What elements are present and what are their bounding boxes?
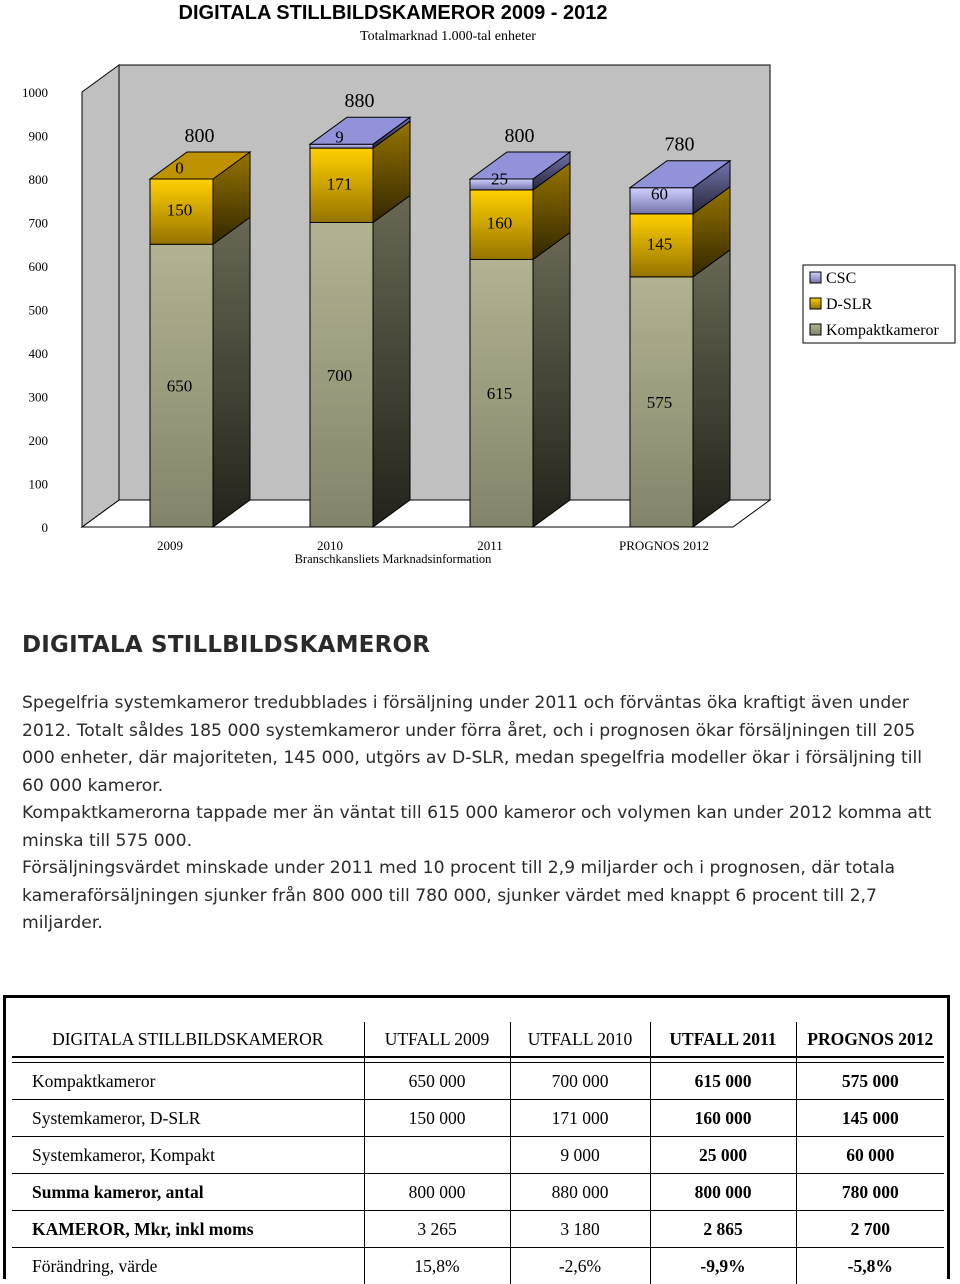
- table-cell: 2 700: [796, 1211, 944, 1248]
- legend-swatch: [810, 298, 821, 309]
- table-cell: 15,8%: [364, 1248, 510, 1284]
- table-cell: -9,9%: [650, 1248, 796, 1284]
- data-label: 0: [175, 159, 184, 178]
- bar-segment-side: [213, 217, 250, 527]
- table-row: [12, 1174, 944, 1211]
- table-cell: [364, 1137, 510, 1174]
- source-note: Branschkansliets Marknadsinformation: [295, 552, 493, 566]
- table-row: [12, 1248, 944, 1284]
- y-tick-label: 1000: [22, 85, 48, 100]
- table-header-row: [12, 1022, 944, 1057]
- x-tick-label: PROGNOS 2012: [619, 538, 709, 553]
- row-label: KAMEROR, Mkr, inkl moms: [12, 1211, 364, 1248]
- y-tick-label: 600: [29, 259, 49, 274]
- summary-table-frame: [3, 995, 950, 1279]
- data-label: 145: [647, 234, 673, 253]
- chart-subtitle: Totalmarknad 1.000-tal enheter: [360, 29, 536, 44]
- chart-title: DIGITALA STILLBILDSKAMEROR 2009 - 2012: [179, 2, 608, 24]
- legend-entry: CSC: [826, 270, 856, 287]
- table-cell: 780 000: [796, 1174, 944, 1211]
- y-tick-label: 500: [29, 303, 49, 318]
- row-label: Summa kameror, antal: [12, 1174, 364, 1211]
- y-tick-label: 800: [29, 172, 49, 187]
- table-cell: -5,8%: [796, 1248, 944, 1284]
- table-cell: 3 180: [510, 1211, 650, 1248]
- row-label: Systemkameror, Kompakt: [12, 1137, 364, 1174]
- table-cell: 145 000: [796, 1100, 944, 1137]
- x-tick-label: 2010: [317, 538, 343, 553]
- table-cell: 160 000: [650, 1100, 796, 1137]
- table-cell: 650 000: [364, 1063, 510, 1100]
- table-cell: -2,6%: [510, 1248, 650, 1284]
- table-cell: 615 000: [650, 1063, 796, 1100]
- data-label: 60: [651, 185, 668, 204]
- data-label: 9: [335, 128, 344, 147]
- legend-swatch: [810, 324, 821, 335]
- y-tick-label: 100: [29, 477, 49, 492]
- article-heading: DIGITALA STILLBILDSKAMEROR: [22, 632, 430, 658]
- bar-segment-side: [373, 196, 410, 528]
- bar-total-label: 880: [345, 90, 375, 112]
- legend-swatch: [810, 272, 821, 283]
- y-tick-label: 200: [29, 433, 49, 448]
- article-paragraph: Kompaktkamerorna tappade mer än väntat till 615 000 kameror och volymen kan under 2012 komma att minska till 575 000.: [22, 800, 942, 855]
- data-label: 171: [327, 174, 353, 193]
- bar-total-label: 780: [665, 134, 695, 156]
- data-label: 650: [167, 377, 193, 396]
- table-header: UTFALL 2010: [510, 1022, 650, 1057]
- bar-segment-side: [533, 232, 570, 527]
- stacked-bar-chart: [0, 0, 960, 580]
- chart-side-wall: [82, 65, 119, 527]
- row-label: Kompaktkameror: [12, 1063, 364, 1100]
- table-cell: 800 000: [364, 1174, 510, 1211]
- data-label: 615: [487, 384, 513, 403]
- data-label: 25: [491, 169, 508, 188]
- chart-legend: [803, 265, 955, 343]
- bar-total-label: 800: [185, 125, 215, 147]
- y-tick-label: 300: [29, 390, 49, 405]
- data-label: 700: [327, 366, 353, 385]
- table-row: [12, 1100, 944, 1137]
- y-tick-label: 0: [42, 520, 49, 535]
- bar-total-label: 800: [505, 125, 535, 147]
- table-cell: 880 000: [510, 1174, 650, 1211]
- data-label: 150: [167, 201, 193, 220]
- table-cell: 171 000: [510, 1100, 650, 1137]
- row-label: Systemkameror, D-SLR: [12, 1100, 364, 1137]
- table-cell: 800 000: [650, 1174, 796, 1211]
- table-cell: 2 865: [650, 1211, 796, 1248]
- data-label: 160: [487, 214, 513, 233]
- x-tick-label: 2011: [477, 538, 503, 553]
- x-tick-label: 2009: [157, 538, 183, 553]
- table-cell: 60 000: [796, 1137, 944, 1174]
- table-cell: 9 000: [510, 1137, 650, 1174]
- legend-entry: D-SLR: [826, 296, 873, 313]
- data-label: 575: [647, 393, 673, 412]
- table-cell: 3 265: [364, 1211, 510, 1248]
- table-cell: 575 000: [796, 1063, 944, 1100]
- y-tick-label: 900: [29, 129, 49, 144]
- bar-segment-side: [693, 250, 730, 527]
- article-paragraph: Spegelfria systemkameror tredubblades i försäljning under 2011 och förväntas öka kraftigt även under 2012. Totalt såldes 185 000 systemkameror under förra året, och i prognosen ökar försäljningen till 205 000 enheter, där majoriteten, 145 000, utgörs av D-SLR, medan spegelfria modeller ökar i försäljning till 60 000 kameror.: [22, 690, 942, 800]
- summary-table: [12, 1022, 944, 1284]
- table-cell: 25 000: [650, 1137, 796, 1174]
- table-row: [12, 1211, 944, 1248]
- row-label: Förändring, värde: [12, 1248, 364, 1284]
- table-header: DIGITALA STILLBILDSKAMEROR: [12, 1022, 364, 1057]
- table-header: PROGNOS 2012: [796, 1022, 944, 1057]
- table-header: UTFALL 2009: [364, 1022, 510, 1057]
- y-tick-label: 700: [29, 216, 49, 231]
- y-tick-label: 400: [29, 346, 49, 361]
- table-cell: 150 000: [364, 1100, 510, 1137]
- table-row: [12, 1137, 944, 1174]
- table-cell: 700 000: [510, 1063, 650, 1100]
- article-paragraph: Försäljningsvärdet minskade under 2011 med 10 procent till 2,9 miljarder och i prognosen, där totala kameraförsäljningen sjunker från 800 000 till 780 000, sjunker värdet med knappt 6 procent till 2,7 miljarder.: [22, 855, 942, 938]
- article-body: [22, 690, 942, 938]
- legend-entry: Kompaktkameror: [826, 322, 940, 339]
- table-row: [12, 1063, 944, 1100]
- table-header: UTFALL 2011: [650, 1022, 796, 1057]
